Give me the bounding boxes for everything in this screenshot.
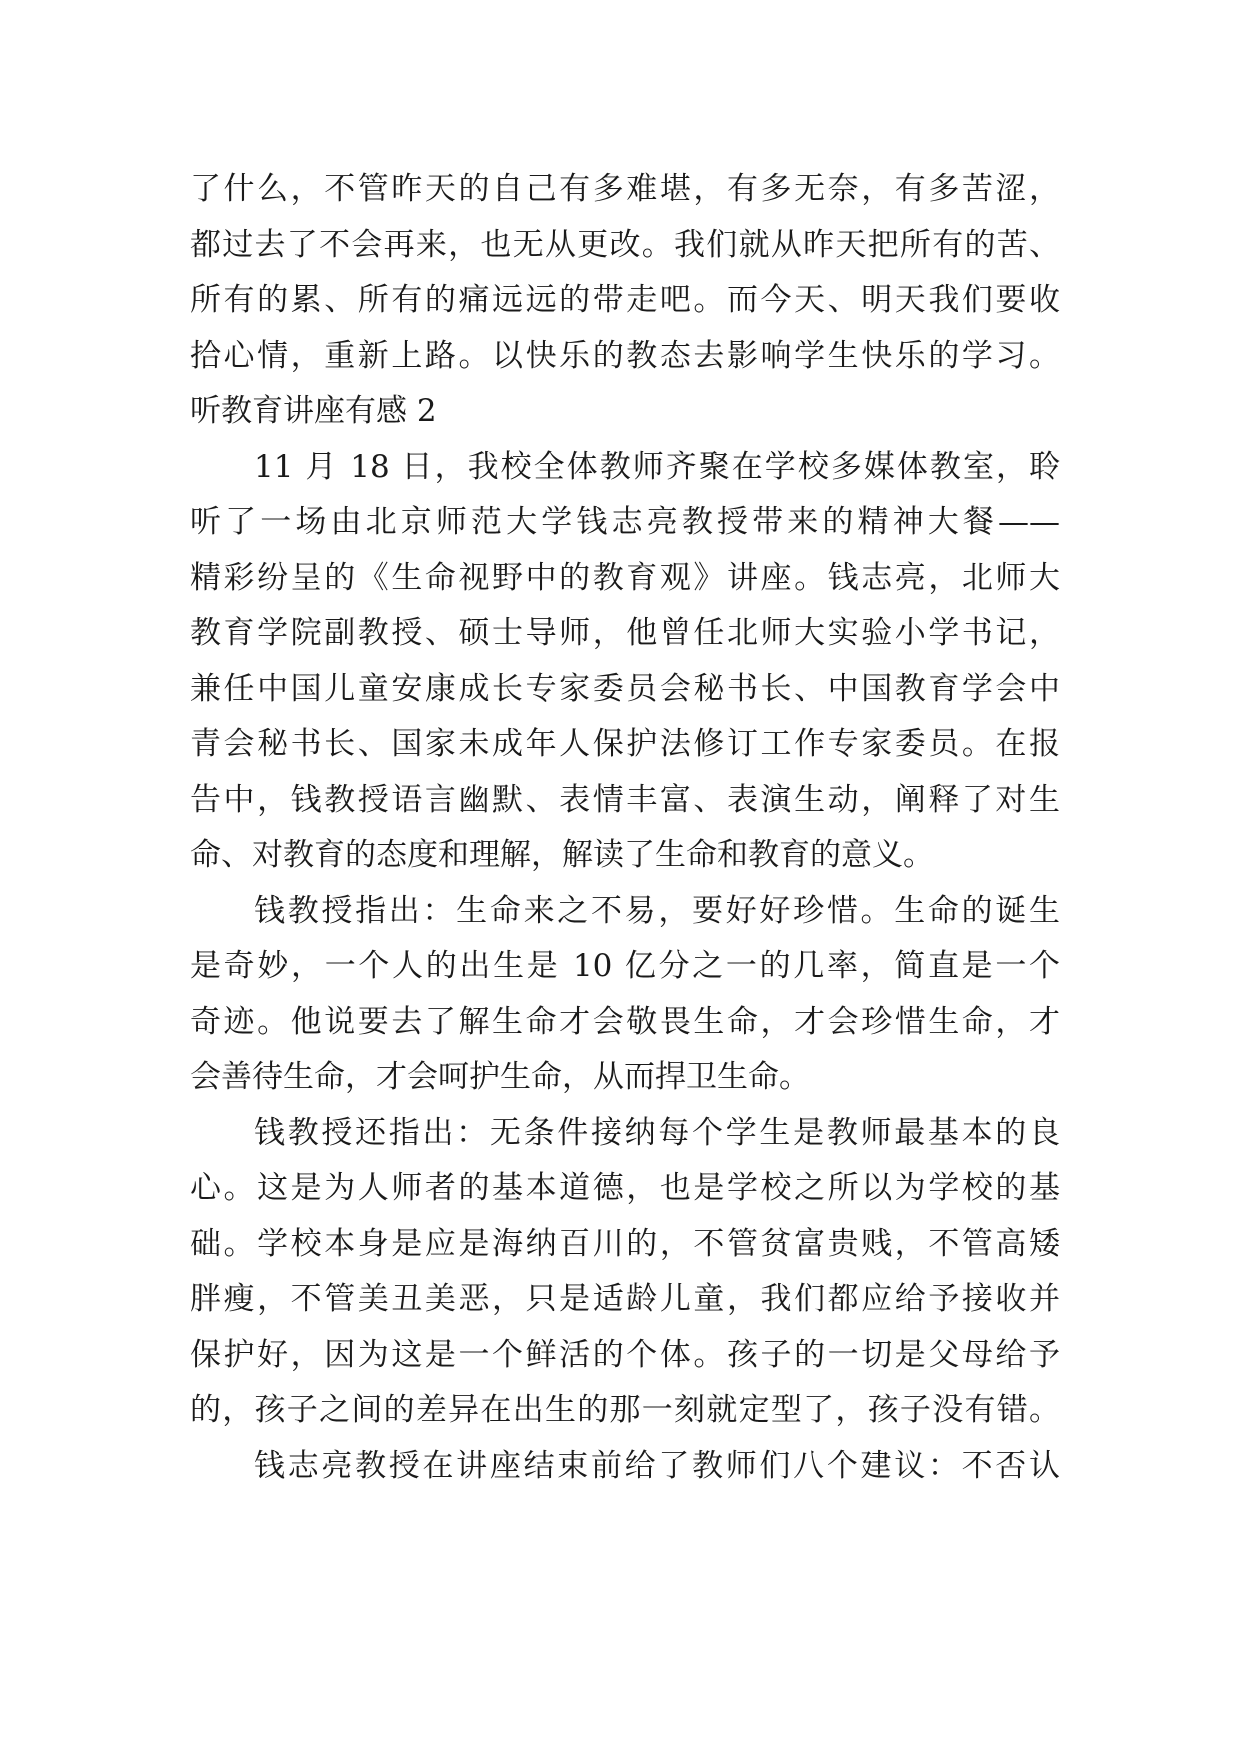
text-line: 保护好，因为这是一个鲜活的个体。孩子的一切是父母给予 bbox=[190, 1336, 1060, 1373]
text-line: 听了一场由北京师范大学钱志亮教授带来的精神大餐—— bbox=[190, 504, 1060, 540]
text-line: 拾心情，重新上路。以快乐的教态去影响学生快乐的学习。 bbox=[190, 337, 1060, 374]
text-line: 告中，钱教授语言幽默、表情丰富、表演生动，阐释了对生 bbox=[190, 781, 1060, 818]
text-line: 命、对教育的态度和理解，解读了生命和教育的意义。 bbox=[190, 837, 934, 873]
text-line: 了什么，不管昨天的自己有多难堪，有多无奈，有多苦涩， bbox=[190, 171, 1060, 207]
text-line: 教育学院副教授、硕士导师，他曾任北师大实验小学书记， bbox=[190, 615, 1060, 651]
document-body bbox=[190, 162, 1060, 1494]
text-line: 所有的累、所有的痛远远的带走吧。而今天、明天我们要收 bbox=[190, 282, 1060, 318]
text-line: 钱教授指出：生命来之不易，要好好珍惜。生命的诞生 bbox=[254, 892, 1060, 929]
text-line: 的，孩子之间的差异在出生的那一刻就定型了，孩子没有错。 bbox=[190, 1392, 1060, 1428]
text-line: 11 月 18 日，我校全体教师齐聚在学校多媒体教室，聆 bbox=[254, 448, 1060, 485]
text-line: 钱教授还指出：无条件接纳每个学生是教师最基本的良 bbox=[254, 1114, 1060, 1151]
text-line: 兼任中国儿童安康成长专家委员会秘书长、中国教育学会中 bbox=[190, 670, 1060, 707]
text-line: 是奇妙，一个人的出生是 10 亿分之一的几率，简直是一个 bbox=[190, 948, 1060, 984]
text-line: 础。学校本身是应是海纳百川的，不管贫富贵贱，不管高矮 bbox=[190, 1225, 1060, 1262]
text-line: 精彩纷呈的《生命视野中的教育观》讲座。钱志亮，北师大 bbox=[190, 559, 1060, 596]
text-line: 青会秘书长、国家未成年人保护法修订工作专家委员。在报 bbox=[190, 726, 1060, 762]
text-line: 胖瘦，不管美丑美恶，只是适龄儿童，我们都应给予接收并 bbox=[190, 1281, 1060, 1317]
text-line: 奇迹。他说要去了解生命才会敬畏生命，才会珍惜生命，才 bbox=[190, 1003, 1060, 1040]
text-line: 心。这是为人师者的基本道德，也是学校之所以为学校的基 bbox=[190, 1170, 1060, 1206]
text-line: 会善待生命，才会呵护生命，从而捍卫生命。 bbox=[190, 1059, 810, 1095]
text-line: 听教育讲座有感 2 bbox=[190, 393, 437, 429]
text-line: 都过去了不会再来，也无从更改。我们就从昨天把所有的苦、 bbox=[190, 226, 1060, 263]
text-line: 钱志亮教授在讲座结束前给了教师们八个建议：不否认 bbox=[254, 1447, 1060, 1484]
